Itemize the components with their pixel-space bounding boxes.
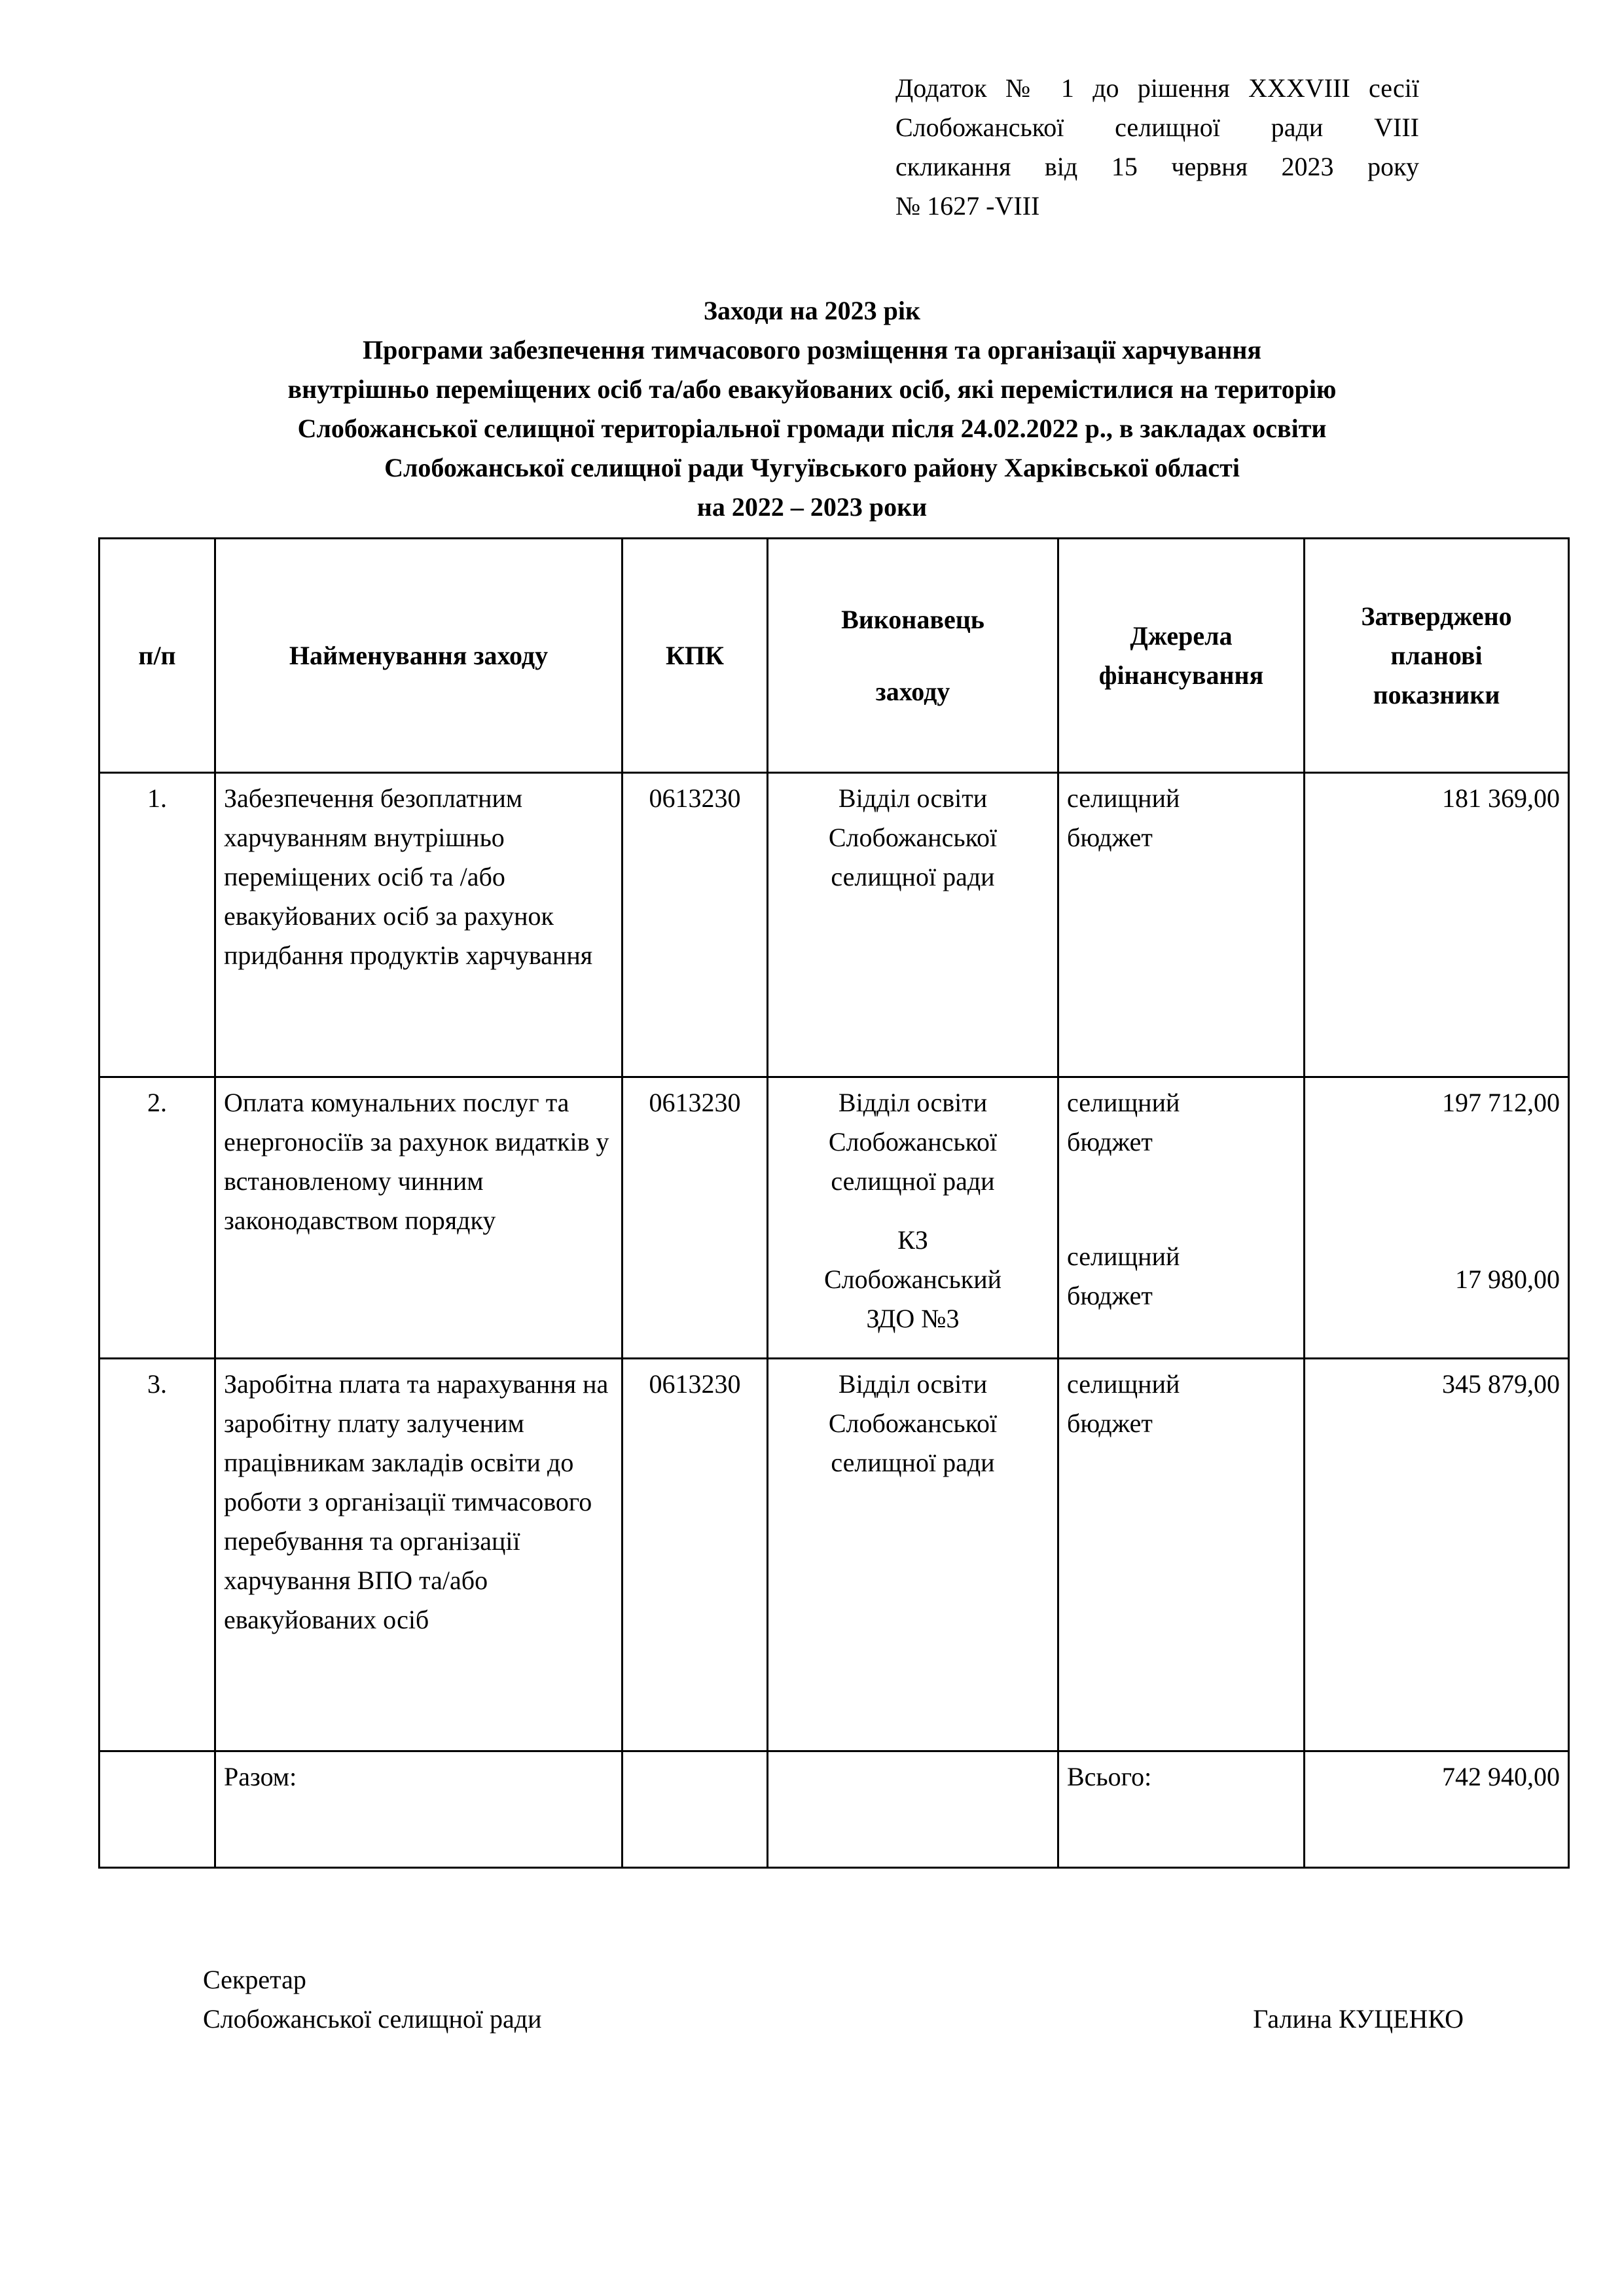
title-line: на 2022 – 2023 роки — [696, 492, 928, 522]
title-line: Слобожанської селищної територіальної громади після 24.02.2022 р., в закладах освіти — [297, 414, 1327, 443]
table-row — [99, 1077, 1569, 1359]
funding-source-secondary-text: селищний бюджет — [1067, 1242, 1180, 1310]
kpk-cell: 0613230 — [623, 1077, 768, 1359]
funding-source-cell — [1058, 1077, 1305, 1359]
title-line: внутрішньо переміщених осіб та/або евакуйованих осіб, які перемістилися на територію — [287, 374, 1337, 404]
title-line: Програми забезпечення тимчасового розміщення та організації харчування — [362, 335, 1262, 365]
executor-cell: Відділ освіти Слобожанської селищної ради — [768, 1359, 1058, 1751]
secretary-title-line1: Секретар — [203, 1965, 306, 1994]
header-approved-indicators — [1305, 539, 1569, 773]
row-num-cell: 2. — [99, 1077, 215, 1359]
header-funding-source: Джерела фінансування — [1058, 539, 1305, 773]
title-line: Слобожанської селищної ради Чугуївського району Харківської області — [384, 453, 1240, 482]
executor-cell — [768, 1077, 1058, 1359]
measures-table — [98, 537, 1570, 1869]
funding-source-cell — [1058, 773, 1305, 1077]
executor-secondary-text: КЗ Слобожанський ЗДО №3 — [823, 1225, 1002, 1333]
header-kpk: КПК — [623, 539, 768, 773]
table-row — [99, 1359, 1569, 1751]
funding-source-text: селищний бюджет — [1067, 783, 1180, 852]
secretary-title — [203, 1960, 542, 2039]
row-num-cell: 3. — [99, 1359, 215, 1751]
page-title — [0, 291, 1624, 527]
funding-source-cell — [1058, 1359, 1305, 1751]
amount-text: 197 712,00 — [1442, 1088, 1560, 1117]
funding-source-text: селищний бюджет — [1067, 1369, 1180, 1438]
funding-source-text: селищний бюджет — [1067, 1088, 1180, 1157]
grand-total-label-cell: Всього: — [1058, 1751, 1305, 1868]
table-header-row — [99, 539, 1569, 773]
secretary-title-line2: Слобожанської селищної ради — [203, 2004, 542, 2034]
executor-cell: Відділ освіти Слобожанської селищної ради — [768, 773, 1058, 1077]
header-executor-line1: Виконавець — [841, 604, 984, 634]
total-row — [99, 1751, 1569, 1868]
signature-name: Галина КУЦЕНКО — [1253, 2004, 1464, 2034]
executor-cell — [768, 1751, 1058, 1868]
table-row — [99, 773, 1569, 1077]
appendix-decision-number: № 1627 -VIII — [895, 191, 1040, 221]
measure-name-cell: Заробітна плата та нарахування на заробітну плату залученим працівникам закладів освіти до роботи з організації тимчасового перебування та організації харчування ВПО та/або евакуйованих осіб — [215, 1359, 623, 1751]
kpk-cell: 0613230 — [623, 1359, 768, 1751]
appendix-line: Слобожанської селищної ради VIII — [895, 113, 1419, 142]
amount-cell — [1305, 1077, 1569, 1359]
row-num-cell: 1. — [99, 773, 215, 1077]
amount-secondary-text: 17 980,00 — [1455, 1265, 1560, 1294]
total-label-cell: Разом: — [215, 1751, 623, 1868]
executor-text: Відділ освіти Слобожанської селищної ради — [828, 1088, 998, 1196]
measure-name-cell: Забезпечення безоплатним харчуванням внутрішньо переміщених осіб та /або евакуйованих осіб за рахунок придбання продуктів харчування — [215, 773, 623, 1077]
title-line: Заходи на 2023 рік — [703, 296, 921, 325]
header-executor-line2: заходу — [875, 676, 950, 706]
measure-name-cell: Оплата комунальних послуг та енергоносіїв за рахунок видатків у встановленому чинним законодавством порядку — [215, 1077, 623, 1359]
header-measure-name: Найменування заходу — [215, 539, 623, 773]
amount-cell: 345 879,00 — [1305, 1359, 1569, 1751]
header-num: п/п — [99, 539, 215, 773]
header-approved-text: Затверджено планові показники — [1361, 601, 1512, 709]
amount-cell: 181 369,00 — [1305, 773, 1569, 1077]
appendix-line: скликання від 15 червня 2023 року — [895, 152, 1419, 181]
grand-total-amount-cell: 742 940,00 — [1305, 1751, 1569, 1868]
header-executor — [768, 539, 1058, 773]
appendix-note — [895, 69, 1419, 226]
kpk-cell: 0613230 — [623, 773, 768, 1077]
appendix-line: Додаток № 1 до рішення XXXVIII сесії — [895, 73, 1419, 103]
signature-block — [203, 1960, 1464, 2039]
row-num-cell — [99, 1751, 215, 1868]
kpk-cell — [623, 1751, 768, 1868]
